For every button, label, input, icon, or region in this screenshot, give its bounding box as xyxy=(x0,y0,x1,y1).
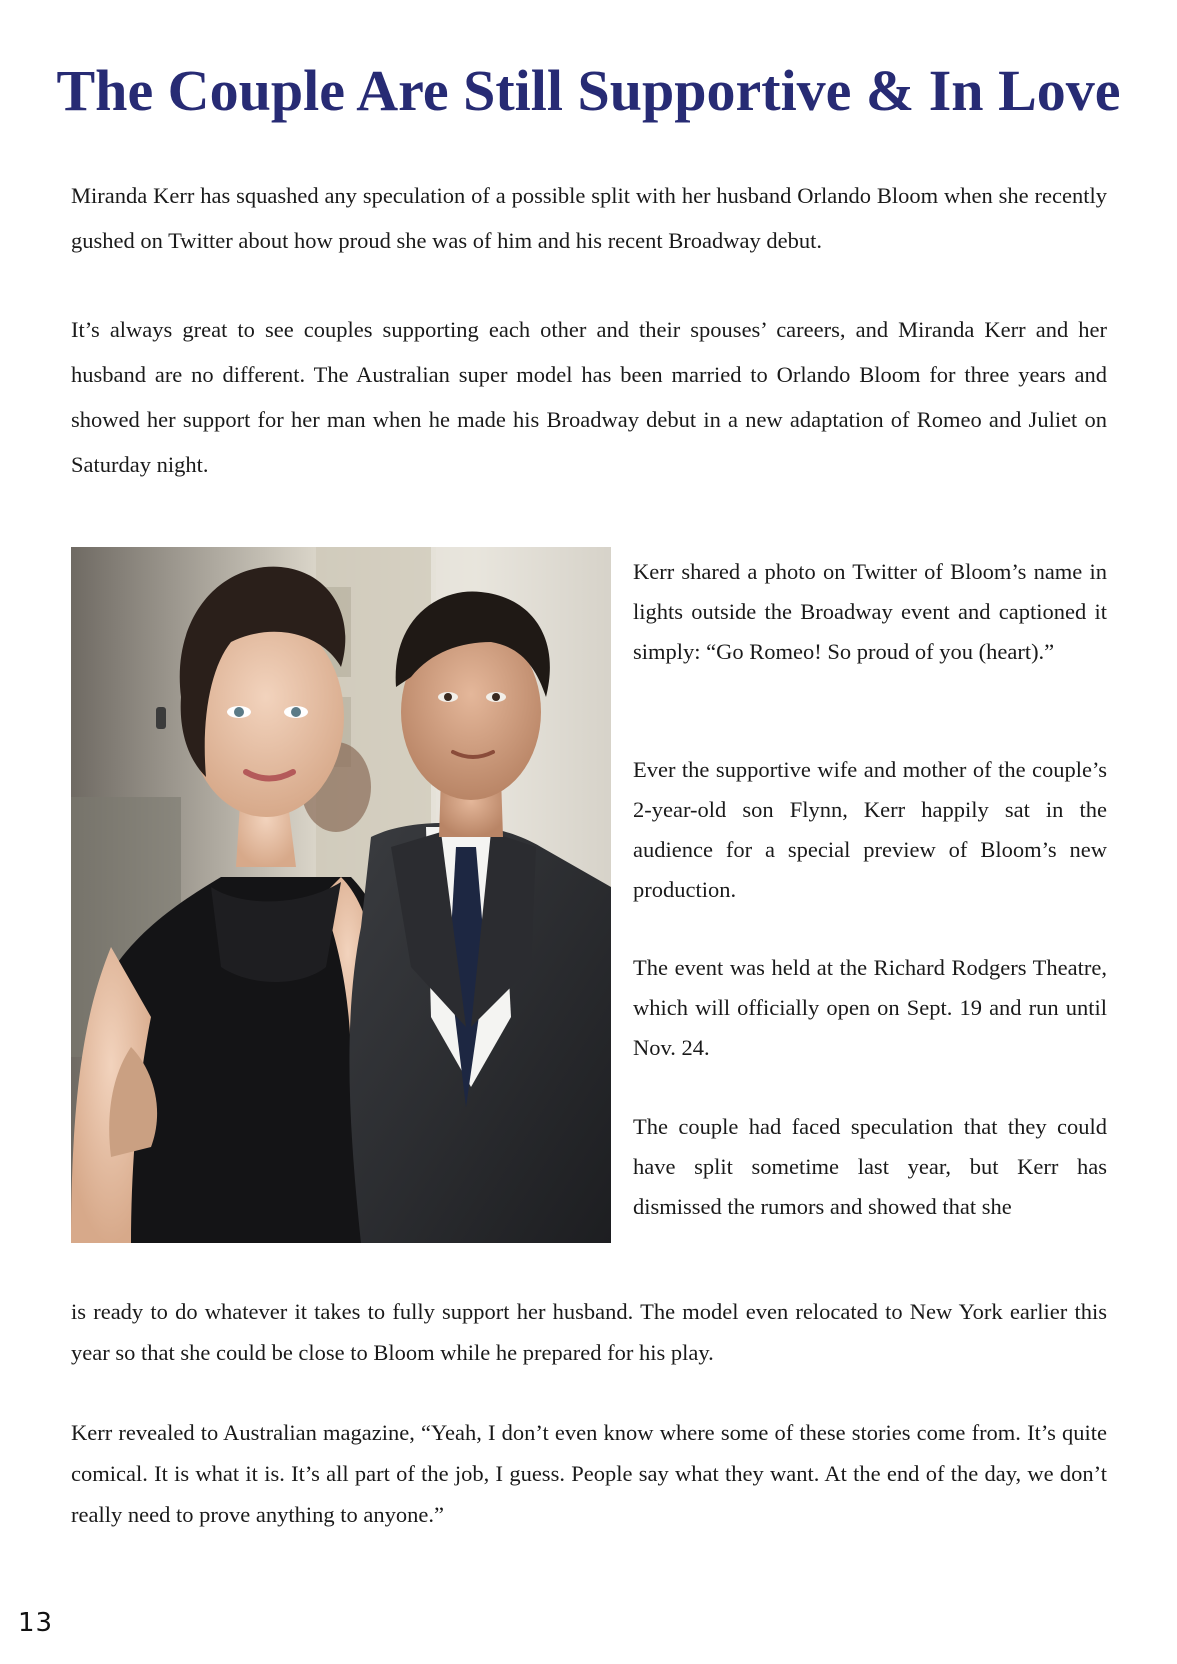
article-title: The Couple Are Still Supportive & In Love xyxy=(56,58,1121,123)
column-paragraph-1: Kerr shared a photo on Twitter of Bloom’s name in lights outside the Broadway event and captioned it simply: “Go Romeo! So proud of you (heart).” xyxy=(633,559,1107,664)
article-paragraph-1: Miranda Kerr has squashed any speculation of a possible split with her husband Orlando Bloom when she recently gushed on Twitter about how proud she was of him and his recent Broadway debut. xyxy=(71,183,1107,253)
article-paragraph-2: It’s always great to see couples supporting each other and their spouses’ careers, and Miranda Kerr and her husband are no different. The Australian super model has been married to Orlando Bloom for three years and showed her support for her man when he made his Broadway debut in a new adaptation of Romeo and Juliet on Saturday night. xyxy=(71,317,1107,477)
closing-paragraph-2: Kerr revealed to Australian magazine, “Yeah, I don’t even know where some of these stories come from. It’s quite comical. It is what it is. It’s all part of the job, I guess. People say what they want. At the end of the day, we don’t really need to prove anything to anyone.” xyxy=(71,1420,1107,1527)
column-paragraph-4: The couple had faced speculation that they could have split sometime last year, but Kerr has dismissed the rumors and showed that she xyxy=(633,1114,1107,1219)
column-paragraph-2: Ever the supportive wife and mother of the couple’s 2-year-old son Flynn, Kerr happily sat in the audience for a special preview of Bloom’s new production. xyxy=(633,757,1107,902)
couple-photo xyxy=(71,547,611,1243)
closing-paragraph-1: is ready to do whatever it takes to fully support her husband. The model even relocated to New York earlier this year so that she could be close to Bloom while he prepared for his play. xyxy=(71,1299,1107,1365)
column-paragraph-3: The event was held at the Richard Rodgers Theatre, which will officially open on Sept. 19 and run until Nov. 24. xyxy=(633,955,1107,1060)
page-number: 13 xyxy=(18,1608,54,1638)
